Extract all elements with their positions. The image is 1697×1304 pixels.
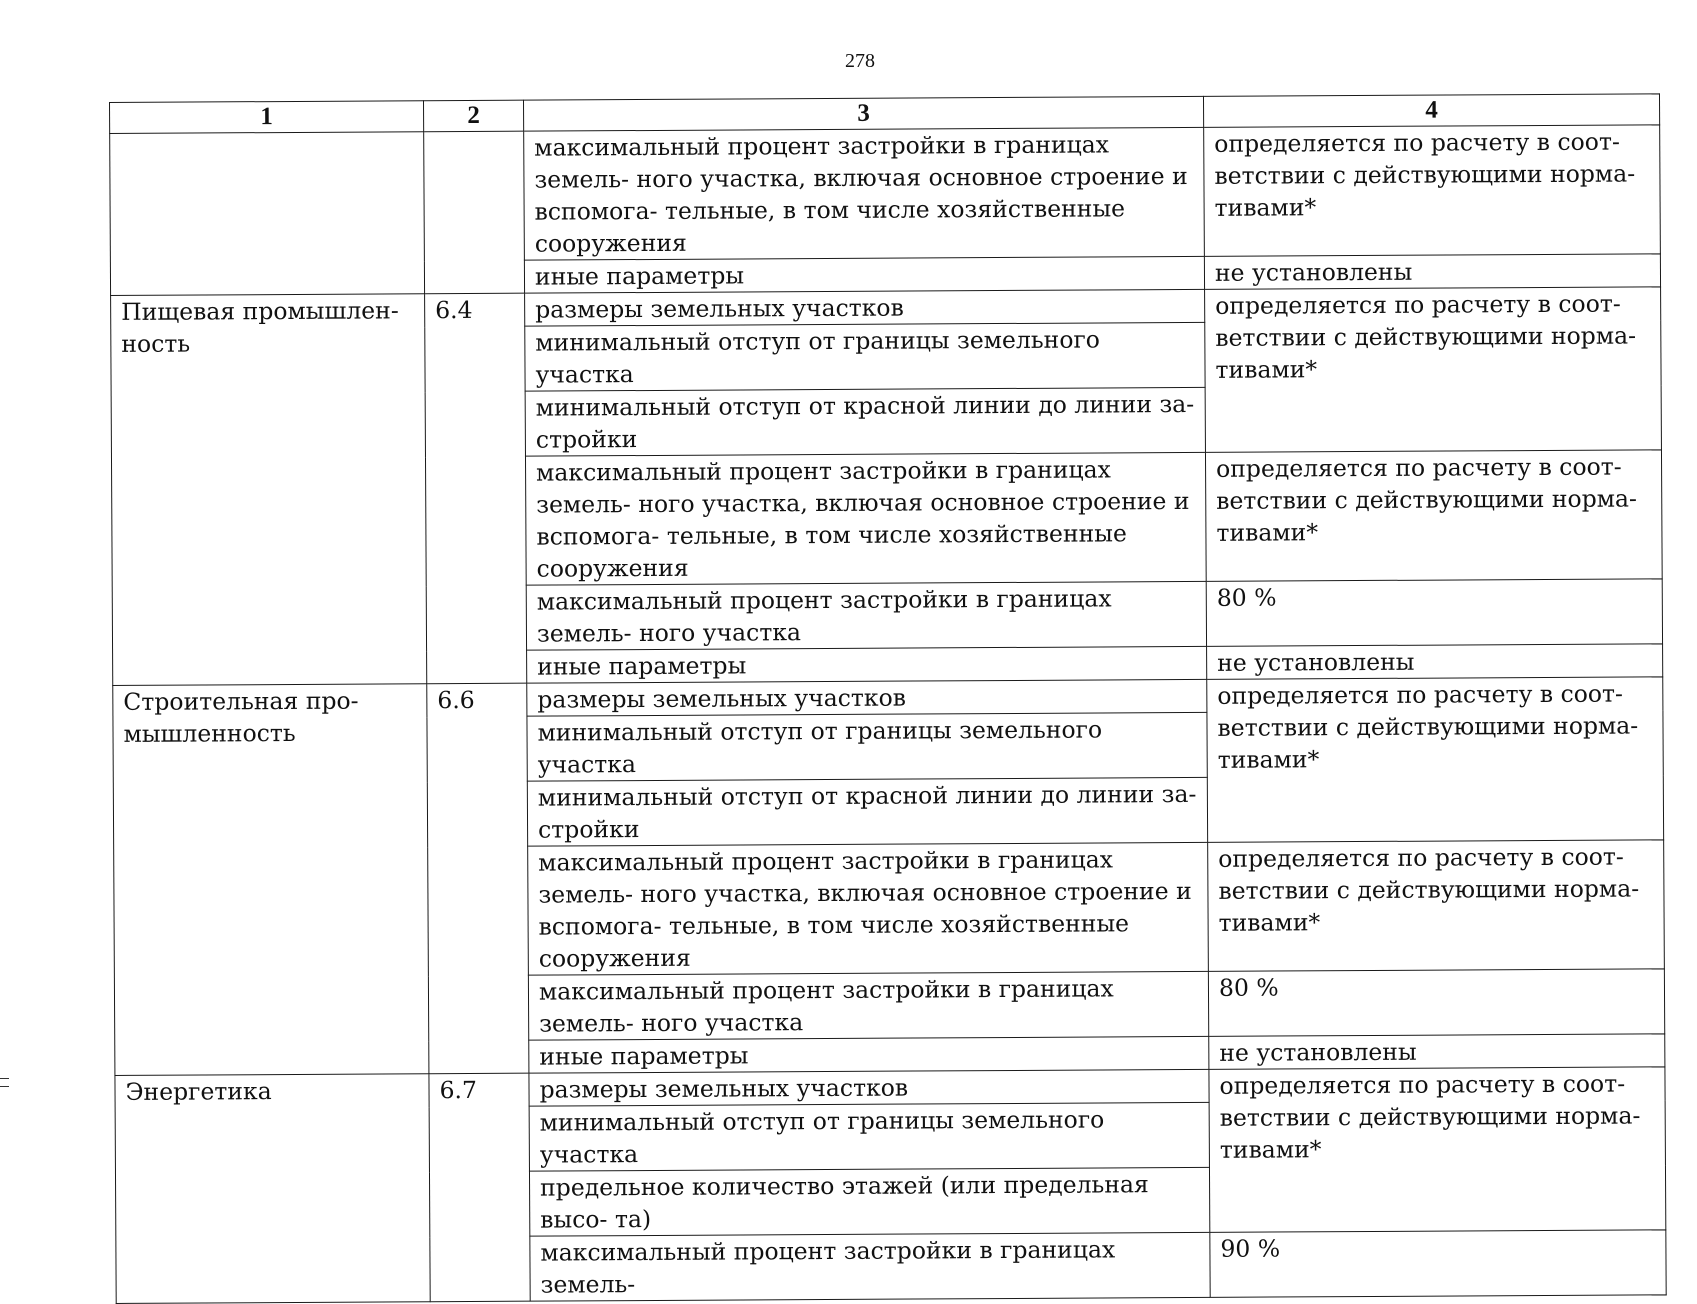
param-cell: минимальный отступ от красной линии до линии за- стройки — [527, 777, 1207, 846]
value-cell: определяется по расчету в соот- ветствии с действующими норма- тивами* — [1208, 840, 1665, 972]
page-number: 278 — [845, 50, 875, 72]
param-cell: максимальный процент застройки в границах земель- — [530, 1232, 1210, 1301]
header-col-2: 2 — [423, 100, 523, 132]
value-cell: определяется по расчету в соот- ветствии с действующими норма- тивами* — [1207, 677, 1664, 843]
param-cell: минимальный отступ от границы земельного участка — [529, 1102, 1209, 1171]
param-cell: максимальный процент застройки в границах земель- ного участка, включая основное строение и вспомога- тельные, в том числе хозяйственные сооружения — [528, 842, 1209, 975]
param-cell: размеры земельных участков — [529, 1069, 1209, 1106]
header-col-1: 1 — [110, 101, 424, 134]
param-cell: максимальный процент застройки в границах земель- ного участка — [528, 971, 1208, 1040]
param-cell: иные параметры — [524, 256, 1204, 293]
value-cell: не установлены — [1209, 1034, 1665, 1070]
param-cell: предельное количество этажей (или предельная высо- та) — [529, 1167, 1209, 1236]
param-cell: размеры земельных участков — [527, 679, 1207, 716]
value-cell: определяется по расчету в соот- ветствии с действующими норма- тивами* — [1209, 1067, 1666, 1233]
param-cell: размеры земельных участков — [525, 289, 1205, 326]
margin-mark — [0, 1078, 9, 1087]
section-code: 6.4 — [425, 293, 527, 684]
continued-code-cell — [424, 131, 525, 294]
param-cell: максимальный процент застройки в границах земель- ного участка, включая основное строение и вспомога- тельные, в том числе хозяйственные сооружения — [525, 452, 1206, 585]
param-cell: иные параметры — [529, 1036, 1209, 1073]
header-col-3: 3 — [523, 96, 1203, 131]
param-cell: минимальный отступ от границы земельного участка — [525, 322, 1205, 391]
section-code: 6.6 — [427, 683, 529, 1074]
land-use-parameters-table — [109, 93, 1667, 1304]
section-code: 6.7 — [429, 1073, 530, 1302]
header-col-4: 4 — [1203, 94, 1659, 128]
section-name: Энергетика — [115, 1074, 430, 1304]
value-cell: 90 % — [1210, 1230, 1666, 1298]
param-cell: минимальный отступ от красной линии до линии за- стройки — [525, 387, 1205, 456]
value-cell: не установлены — [1207, 644, 1663, 680]
value-cell: 80 % — [1206, 579, 1662, 647]
table-row — [110, 125, 1661, 263]
param-cell: иные параметры — [527, 646, 1207, 683]
continued-name-cell — [110, 132, 425, 296]
section-name: Пищевая промышлен- ность — [111, 294, 427, 686]
param-cell: максимальный процент застройки в границах земель- ного участка, включая основное строение и вспомога- тельные, в том числе хозяйственные сооружения — [524, 127, 1205, 260]
value-cell: не установлены — [1204, 254, 1660, 290]
param-cell: минимальный отступ от границы земельного участка — [527, 712, 1207, 781]
value-cell: определяется по расчету в соот- ветствии с действующими норма- тивами* — [1205, 287, 1662, 453]
value-cell: 80 % — [1208, 969, 1664, 1037]
value-cell: определяется по расчету в соот- ветствии с действующими норма- тивами* — [1204, 125, 1661, 257]
section-name: Строительная про- мышленность — [113, 684, 429, 1076]
value-cell: определяется по расчету в соот- ветствии с действующими норма- тивами* — [1205, 450, 1662, 582]
document-table-wrapper — [109, 93, 1666, 1304]
param-cell: максимальный процент застройки в границах земель- ного участка — [526, 581, 1206, 650]
